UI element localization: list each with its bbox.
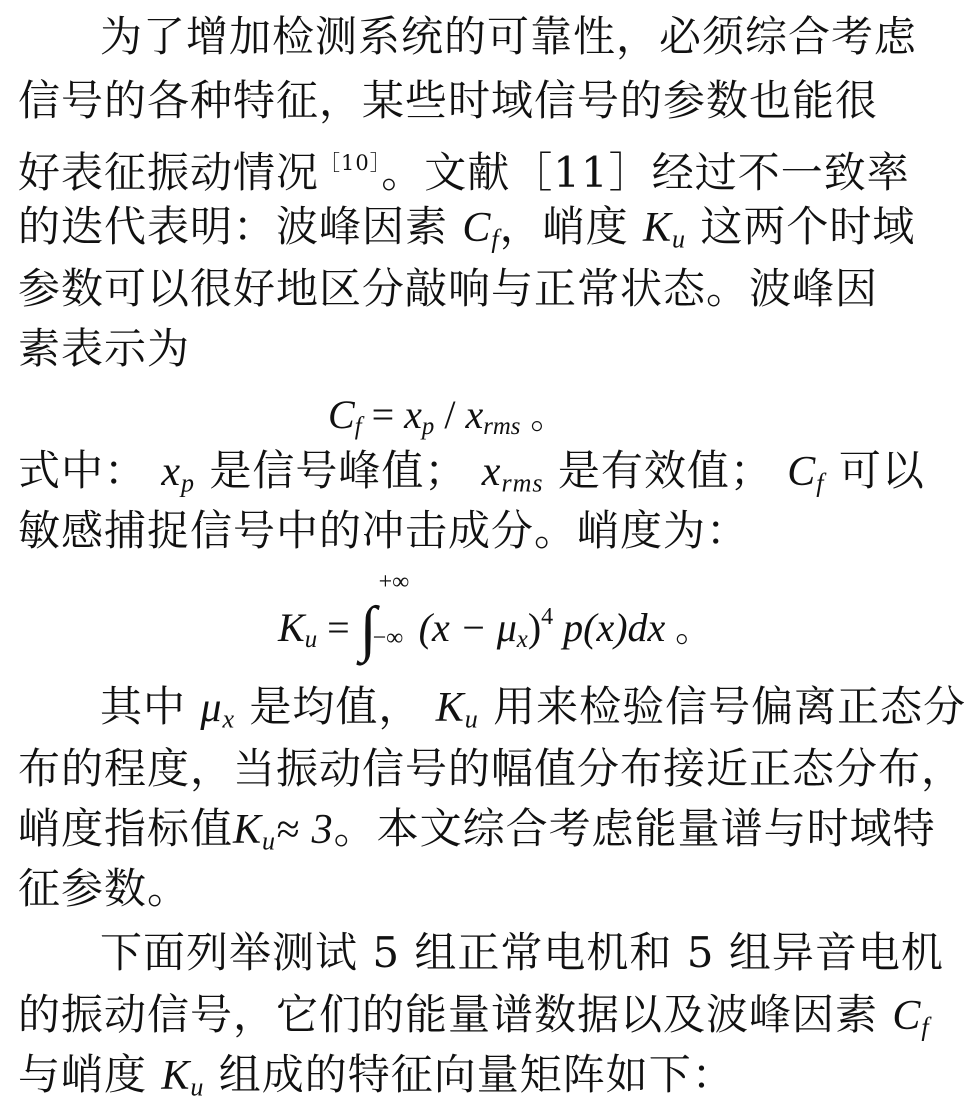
subscript-rms: rms: [501, 468, 544, 498]
lower-limit: −∞: [372, 625, 404, 651]
symbol-C: C: [892, 993, 922, 1039]
para1-line2: [18, 70, 878, 132]
subscript-f: f: [491, 224, 500, 254]
text: 组成的特征向量矩阵如下：: [218, 1050, 735, 1099]
symbol-x: x: [161, 449, 182, 495]
text: 好表征振动情况: [18, 147, 320, 197]
text: 为了增加检测系统的可靠性，必须综合考虑: [100, 12, 918, 61]
integrand: (x − μ: [418, 605, 517, 650]
subscript-p: p: [421, 413, 435, 441]
subscript-u: u: [672, 224, 687, 254]
subscript-x: x: [516, 626, 528, 654]
subscript-u: u: [190, 1072, 205, 1102]
text: 下面列举测试 5 组正常电机和 5 组异音电机: [100, 928, 944, 977]
para4-line1: [100, 922, 944, 984]
integral-sign: ∫: [359, 595, 377, 663]
equation-kurtosis: [278, 569, 712, 663]
symbol-mu: μ: [200, 685, 223, 731]
symbol-x: x: [404, 392, 422, 437]
para1-line1: [100, 6, 917, 68]
symbol-K: K: [643, 205, 673, 251]
text: 敏感捕捉信号中的冲击成分。峭度为：: [18, 506, 750, 555]
equation-crest-factor: [328, 388, 566, 441]
text: 峭度指标值: [18, 804, 234, 853]
subscript-rms: rms: [483, 413, 521, 441]
subscript-f: f: [354, 413, 362, 441]
equals: =: [361, 392, 405, 437]
para1-line6: [18, 318, 190, 380]
symbol-K: K: [278, 605, 305, 650]
text: ，峭度: [499, 202, 629, 251]
symbol-x: x: [465, 392, 484, 437]
para1-line5: [18, 258, 878, 320]
para3-line2: [18, 738, 964, 800]
subscript-x: x: [222, 704, 236, 734]
citation-ref: ［10］: [319, 151, 382, 175]
text: 其中: [100, 682, 187, 731]
text: 征参数。: [18, 864, 191, 913]
subscript-u: u: [262, 826, 277, 856]
text: 可以: [838, 446, 925, 495]
text: 素表示为: [18, 324, 191, 373]
symbol-K: K: [161, 1053, 191, 1099]
text: 式中：: [18, 446, 148, 495]
symbol-K: K: [233, 807, 263, 853]
slash: /: [434, 392, 466, 437]
period: 。: [530, 396, 567, 437]
symbol-C: C: [462, 205, 492, 251]
symbol-C: C: [787, 449, 817, 495]
text: 是均值，: [249, 682, 422, 731]
integral-limits: [372, 569, 419, 651]
text: 。文献［11］经过不一致率: [381, 147, 910, 197]
text: 的迭代表明：波峰因素: [18, 202, 449, 251]
upper-limit: +∞: [378, 569, 410, 595]
symbol-x: x: [481, 449, 502, 495]
equals: =: [317, 605, 360, 650]
subscript-p: p: [181, 468, 196, 498]
text: 是信号峰值；: [209, 446, 468, 495]
text: 的振动信号，它们的能量谱数据以及波峰因素: [18, 990, 879, 1039]
para4-line3: [18, 1044, 735, 1119]
symbol-C: C: [328, 392, 355, 437]
integrand: p(x)dx: [553, 605, 666, 650]
text: 与峭度: [18, 1050, 148, 1099]
para3-line4: [18, 858, 190, 920]
text: 信号的各种特征，某些时域信号的参数也能很: [18, 76, 879, 125]
approx-value: ≈ 3: [276, 807, 334, 853]
subscript-u: u: [304, 626, 318, 654]
text: 用来检验信号偏离正态分: [493, 682, 966, 731]
subscript-f: f: [816, 468, 825, 498]
para1-line3: [18, 132, 910, 204]
subscript-u: u: [464, 704, 479, 734]
text: 这两个时域: [700, 202, 916, 251]
text: 是有效值；: [557, 446, 773, 495]
text: 布的程度，当振动信号的幅值分布接近正态分布，: [18, 744, 965, 793]
exponent: 4: [541, 604, 554, 631]
period: 。: [675, 609, 712, 650]
paren: ): [527, 605, 542, 650]
subscript-f: f: [921, 1012, 930, 1042]
symbol-K: K: [435, 685, 465, 731]
text: 参数可以很好地区分敲响与正常状态。波峰因: [18, 264, 879, 313]
para2-line2: [18, 500, 749, 562]
text: 。本文综合考虑能量谱与时域特: [333, 804, 936, 853]
